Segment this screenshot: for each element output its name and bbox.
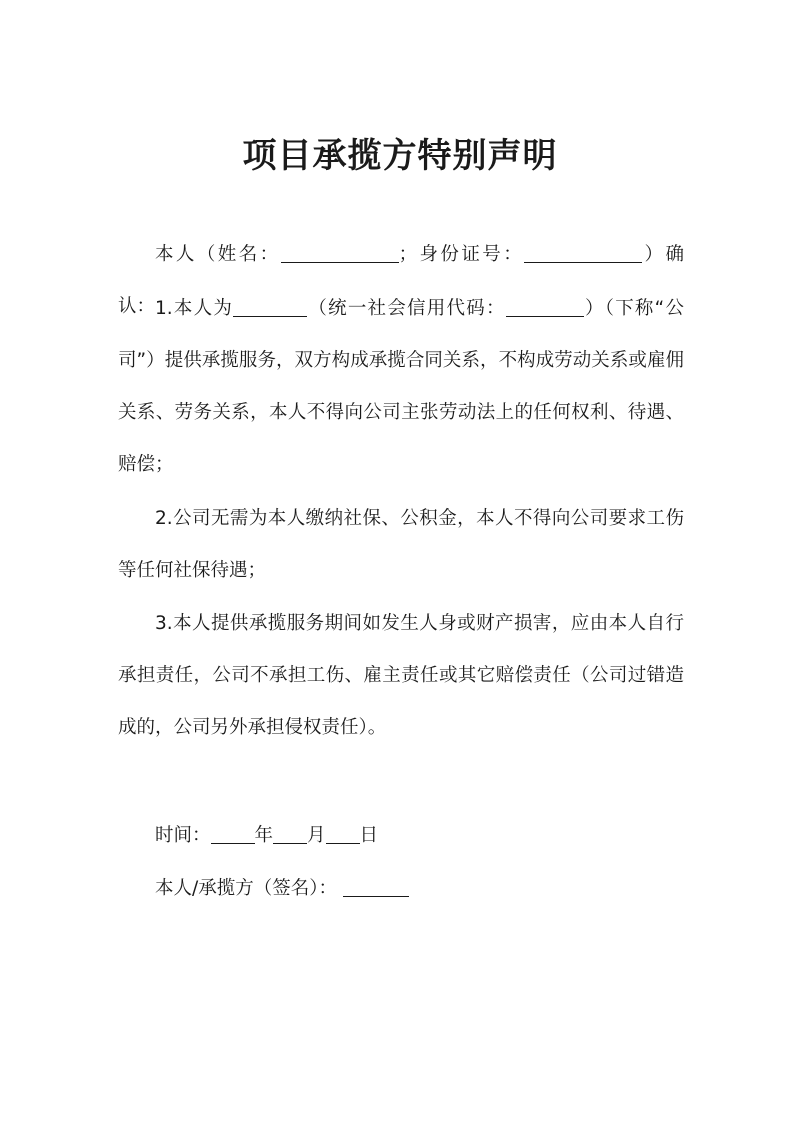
date-line — [155, 821, 378, 851]
year-blank — [211, 823, 255, 844]
company-name-blank — [233, 296, 307, 317]
page-title: 项目承揽方特别声明 — [242, 136, 558, 176]
signature-label: 本人/承揽方（签名）： — [155, 878, 337, 899]
day-label: 日 — [359, 825, 379, 846]
clause-3: 3.本人提供承揽服务期间如发生人身或财产损害，应由本人自行承担责任，公司不承担工伤、雇主责任或其它赔偿责任（公司过错造成的，公司另外承担侵权责任）。 — [118, 613, 684, 738]
clause-1-prefix: 1.本人为 — [155, 298, 234, 319]
intro-suffix: ）确认： — [118, 244, 684, 317]
name-blank — [281, 242, 399, 263]
year-label: 年 — [254, 825, 274, 846]
clause-1-middle: （统一社会信用代码： — [307, 298, 506, 319]
day-blank — [326, 823, 360, 844]
signature-blank — [343, 876, 409, 897]
date-label: 时间： — [155, 825, 211, 846]
clause-2: 2.公司无需为本人缴纳社保、公积金，本人不得向公司要求工伤等任何社保待遇； — [118, 508, 684, 581]
month-blank — [273, 823, 307, 844]
intro-separator: ；身份证号： — [398, 244, 525, 265]
signature-line — [155, 874, 409, 904]
clause-1 — [118, 283, 684, 491]
clause-1-rest: ）（下称“公司”）提供承揽服务，双方构成承揽合同关系，不构成劳动关系或雇佣关系、劳务关系，本人不得向公司主张劳动法上的任何权利、待遇、赔偿； — [118, 298, 684, 475]
credit-code-blank — [506, 296, 584, 317]
id-number-blank — [524, 242, 642, 263]
month-label: 月 — [307, 825, 326, 846]
intro-prefix: 本人（姓名： — [155, 244, 281, 265]
